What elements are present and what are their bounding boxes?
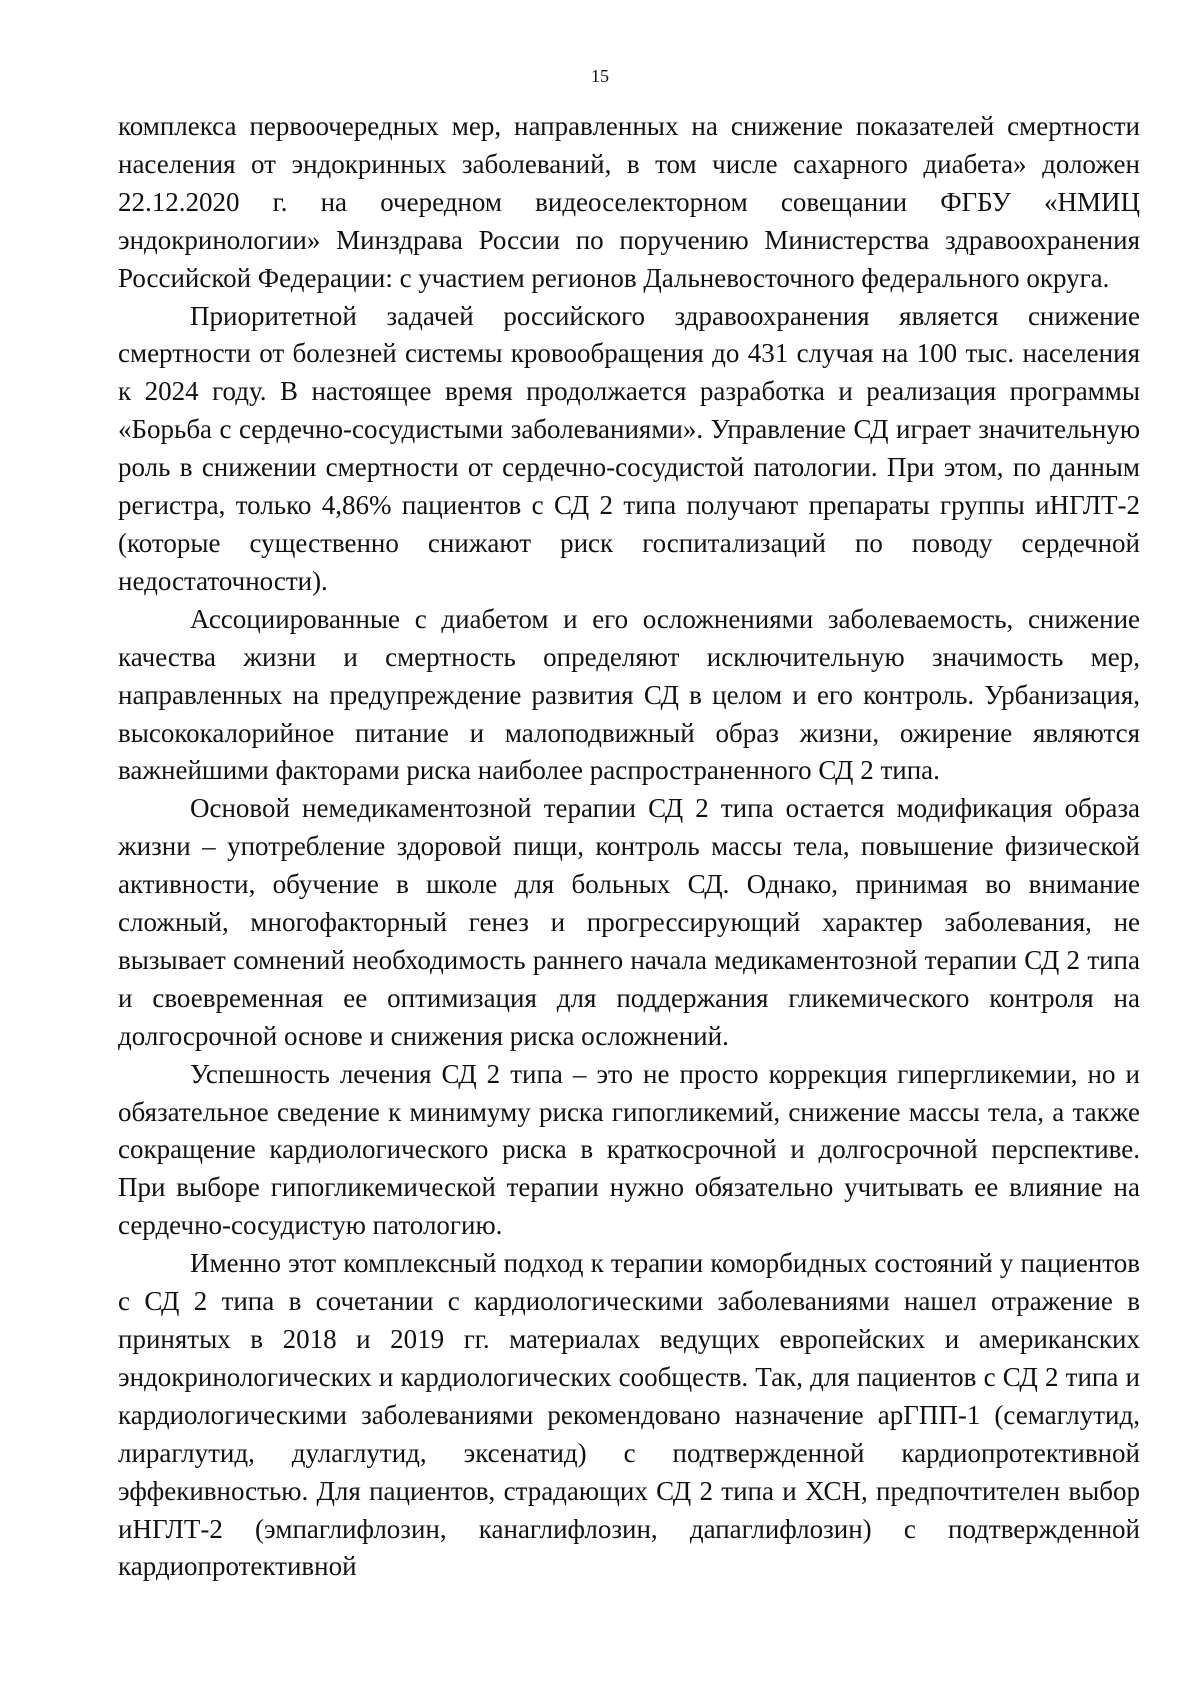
page-number: 15: [591, 66, 609, 86]
paragraph-mortality-priority: Приоритетной задачей российского здравоохранения является снижение смертности от болезней системы кровообращения до 431 случая на 100 тыс. населения к 2024 году. В настоящее время продолжается разработка и реализация программы «Борьба с сердечно-сосудистыми заболеваниями». Управление СД играет значительную роль в снижении смертности от сердечно-сосудистой патологии. При этом, по данным регистра, только 4,86% пациентов с СД 2 типа получают препараты группы иНГЛТ-2 (которые существенно снижают риск госпитализаций по поводу сердечной недостаточности).: [118, 300, 1140, 596]
paragraph-treatment-success: Успешность лечения СД 2 типа – это не просто коррекция гипергликемии, но и обязательное сведение к минимуму риска гипогликемий, снижение массы тела, а также сокращение кардиологического риска в краткосрочной и долгосрочной перспективе. При выборе гипогликемической терапии нужно обязательно учитывать ее влияние на сердечно-сосудистую патологию.: [118, 1058, 1140, 1241]
paragraph-comorbidity-approach: Именно этот комплексный подход к терапии коморбидных состояний у пациентов с СД 2 типа в сочетании с кардиологическими заболеваниями нашел отражение в принятых в 2018 и 2019 гг. материалах ведущих европейских и американских эндокринологических и кардиологических сообществ. Так, для пациентов с СД 2 типа и кардиологическими заболеваниями рекомендовано назначение арГПП-1 (семаглутид, лираглутид, дулаглутид, эксенатид) с подтвержденной кардиопротективной эффекивностью. Для пациентов, страдающих СД 2 типа и ХСН, предпочтителен выбор иНГЛТ-2 (эмпаглифлозин, канаглифлозин, дапаглифлозин) с подтвержденной кардиопротективной: [118, 1248, 1140, 1582]
paragraph-lifestyle-therapy: Основой немедикаментозной терапии СД 2 типа остается модификация образа жизни – употребление здоровой пищи, контроль массы тела, повышение физической активности, обучение в школе для больных СД. Однако, принимая во внимание сложный, многофакторный генез и прогрессирующий характер заболевания, не вызывает сомнений необходимость раннего начала медикаментозной терапии СД 2 типа и своевременная ее оптимизация для поддержания гликемического контроля на долгосрочной основе и снижения риска осложнений.: [118, 793, 1140, 1051]
paragraph-continuation: комплекса первоочередных мер, направленных на снижение показателей смертности населения от эндокринных заболеваний, в том числе сахарного диабета» доложен 22.12.2020 г. на очередном видеоселекторном совещании ФГБУ «НМИЦ эндокринологии» Минздрава России по поручению Министерства здравоохранения Российской Федерации: с участием регионов Дальневосточного федерального округа.: [118, 111, 1140, 293]
document-body: [118, 108, 1140, 1586]
paragraph-risk-factors: Ассоциированные с диабетом и его осложнениями заболеваемость, снижение качества жизни и смертность определяют исключительную значимость мер, направленных на предупреждение развития СД в целом и его контроль. Урбанизация, высококалорийное питание и малоподвижный образ жизни, ожирение являются важнейшими факторами риска наиболее распространенного СД 2 типа.: [118, 603, 1140, 786]
